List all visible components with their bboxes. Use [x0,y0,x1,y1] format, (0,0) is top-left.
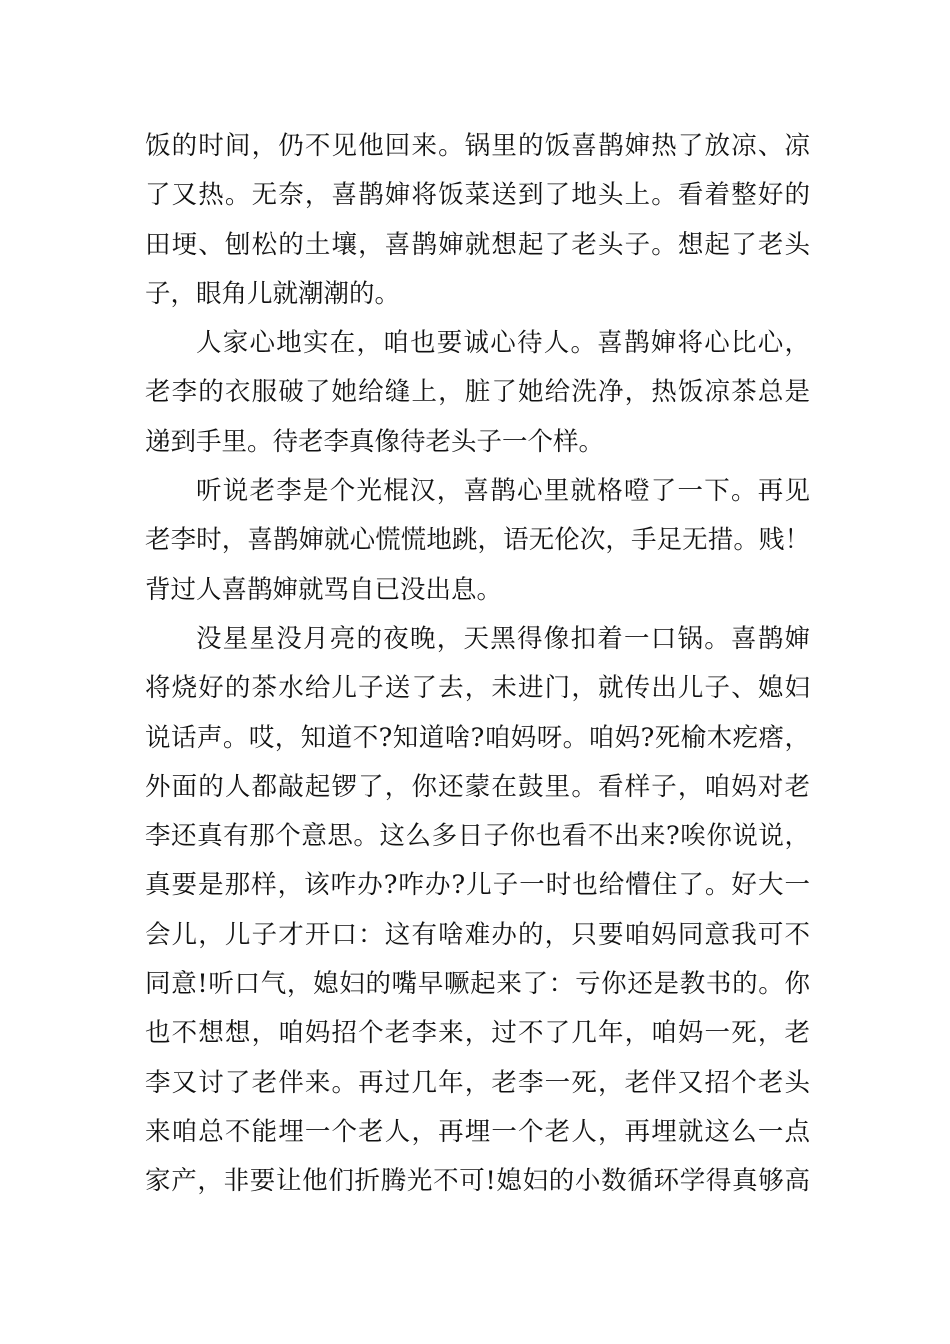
text-line: 饭的时间，仍不见他回来。锅里的饭喜鹊婶热了放凉、凉 [145,131,810,161]
text-line: 人家心地实在，咱也要诚心待人。喜鹊婶将心比心， [196,328,810,359]
text-line: 李又讨了老伴来。再过几年，老李一死，老伴又招个老头 [145,1067,810,1098]
text-line: 家产，非要让他们折腾光不可!媳妇的小数循环学得真够高 [145,1166,810,1197]
text-line: 也不想想，咱妈招个老李来，过不了几年，咱妈一死，老 [145,1018,810,1049]
text-line: 子，眼角儿就潮潮的。 [145,278,401,309]
text-line: 老李时，喜鹊婶就心慌慌地跳，语无伦次，手足无措。贱！ [145,525,810,556]
text-line: 李还真有那个意思。这么多日子你也看不出来?唉你说说， [145,821,810,852]
text-line: 田埂、刨松的土壤，喜鹊婶就想起了老头子。想起了老头 [145,229,810,260]
text-line: 外面的人都敲起锣了，你还蒙在鼓里。看样子，咱妈对老 [145,771,810,802]
text-line: 会儿，儿子才开口：这有啥难办的，只要咱妈同意我可不 [145,919,810,950]
text-line: 真要是那样，该咋办?咋办?儿子一时也给懵住了。好大一 [145,870,810,901]
text-line: 递到手里。待老李真像待老头子一个样。 [145,426,605,457]
text-line: 来咱总不能埋一个老人，再埋一个老人，再埋就这么一点 [145,1116,810,1147]
text-line: 听说老李是个光棍汉，喜鹊心里就格噔了一下。再见 [196,476,810,507]
text-line: 没星星没月亮的夜晚，天黑得像扣着一口锅。喜鹊婶 [196,623,810,654]
text-line: 将烧好的茶水给儿子送了去，未进门，就传出儿子、媳妇 [145,673,810,704]
body-text [145,122,810,1207]
text-line: 了又热。无奈，喜鹊婶将饭菜送到了地头上。看着整好的 [145,180,810,211]
text-line: 老李的衣服破了她给缝上，脏了她给洗净，热饭凉茶总是 [145,377,810,408]
text-line: 背过人喜鹊婶就骂自已没出息。 [145,574,503,605]
text-line: 同意!听口气，媳妇的嘴早噘起来了：亏你还是教书的。你 [145,969,810,1000]
text-line: 说话声。哎，知道不?知道啥?咱妈呀。咱妈?死榆木疙瘩， [145,722,810,753]
